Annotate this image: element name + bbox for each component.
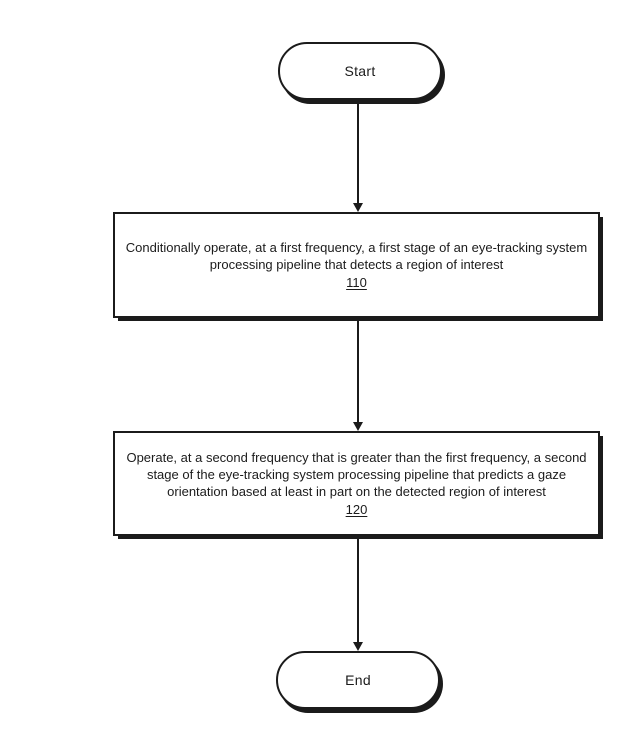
arrow-down-icon bbox=[353, 642, 363, 651]
process-box-110 bbox=[113, 212, 600, 318]
start-label: Start bbox=[344, 63, 376, 79]
start-terminator bbox=[278, 42, 442, 100]
connector-110-to-120 bbox=[351, 318, 365, 431]
connector-120-to-end bbox=[351, 536, 365, 651]
connector-start-to-110 bbox=[351, 101, 365, 212]
reference-numeral-110: 110 bbox=[346, 275, 367, 290]
end-terminator bbox=[276, 651, 440, 709]
arrow-down-icon bbox=[353, 203, 363, 212]
process-text-120: Operate, at a second frequency that is greater than the first frequency, a second stage of the eye-tracking system processing pipeline that predicts a gaze orientation based at least in part on the detected region of interest bbox=[126, 450, 587, 499]
end-label: End bbox=[345, 672, 371, 688]
arrow-shaft bbox=[357, 536, 359, 643]
arrow-shaft bbox=[357, 101, 359, 204]
reference-numeral-120: 120 bbox=[345, 502, 368, 517]
arrow-down-icon bbox=[353, 422, 363, 431]
process-text-110: Conditionally operate, at a first frequency, a first stage of an eye-tracking system processing pipeline that detects a region of interest bbox=[125, 240, 588, 272]
arrow-shaft bbox=[357, 318, 359, 423]
process-box-120 bbox=[113, 431, 600, 536]
